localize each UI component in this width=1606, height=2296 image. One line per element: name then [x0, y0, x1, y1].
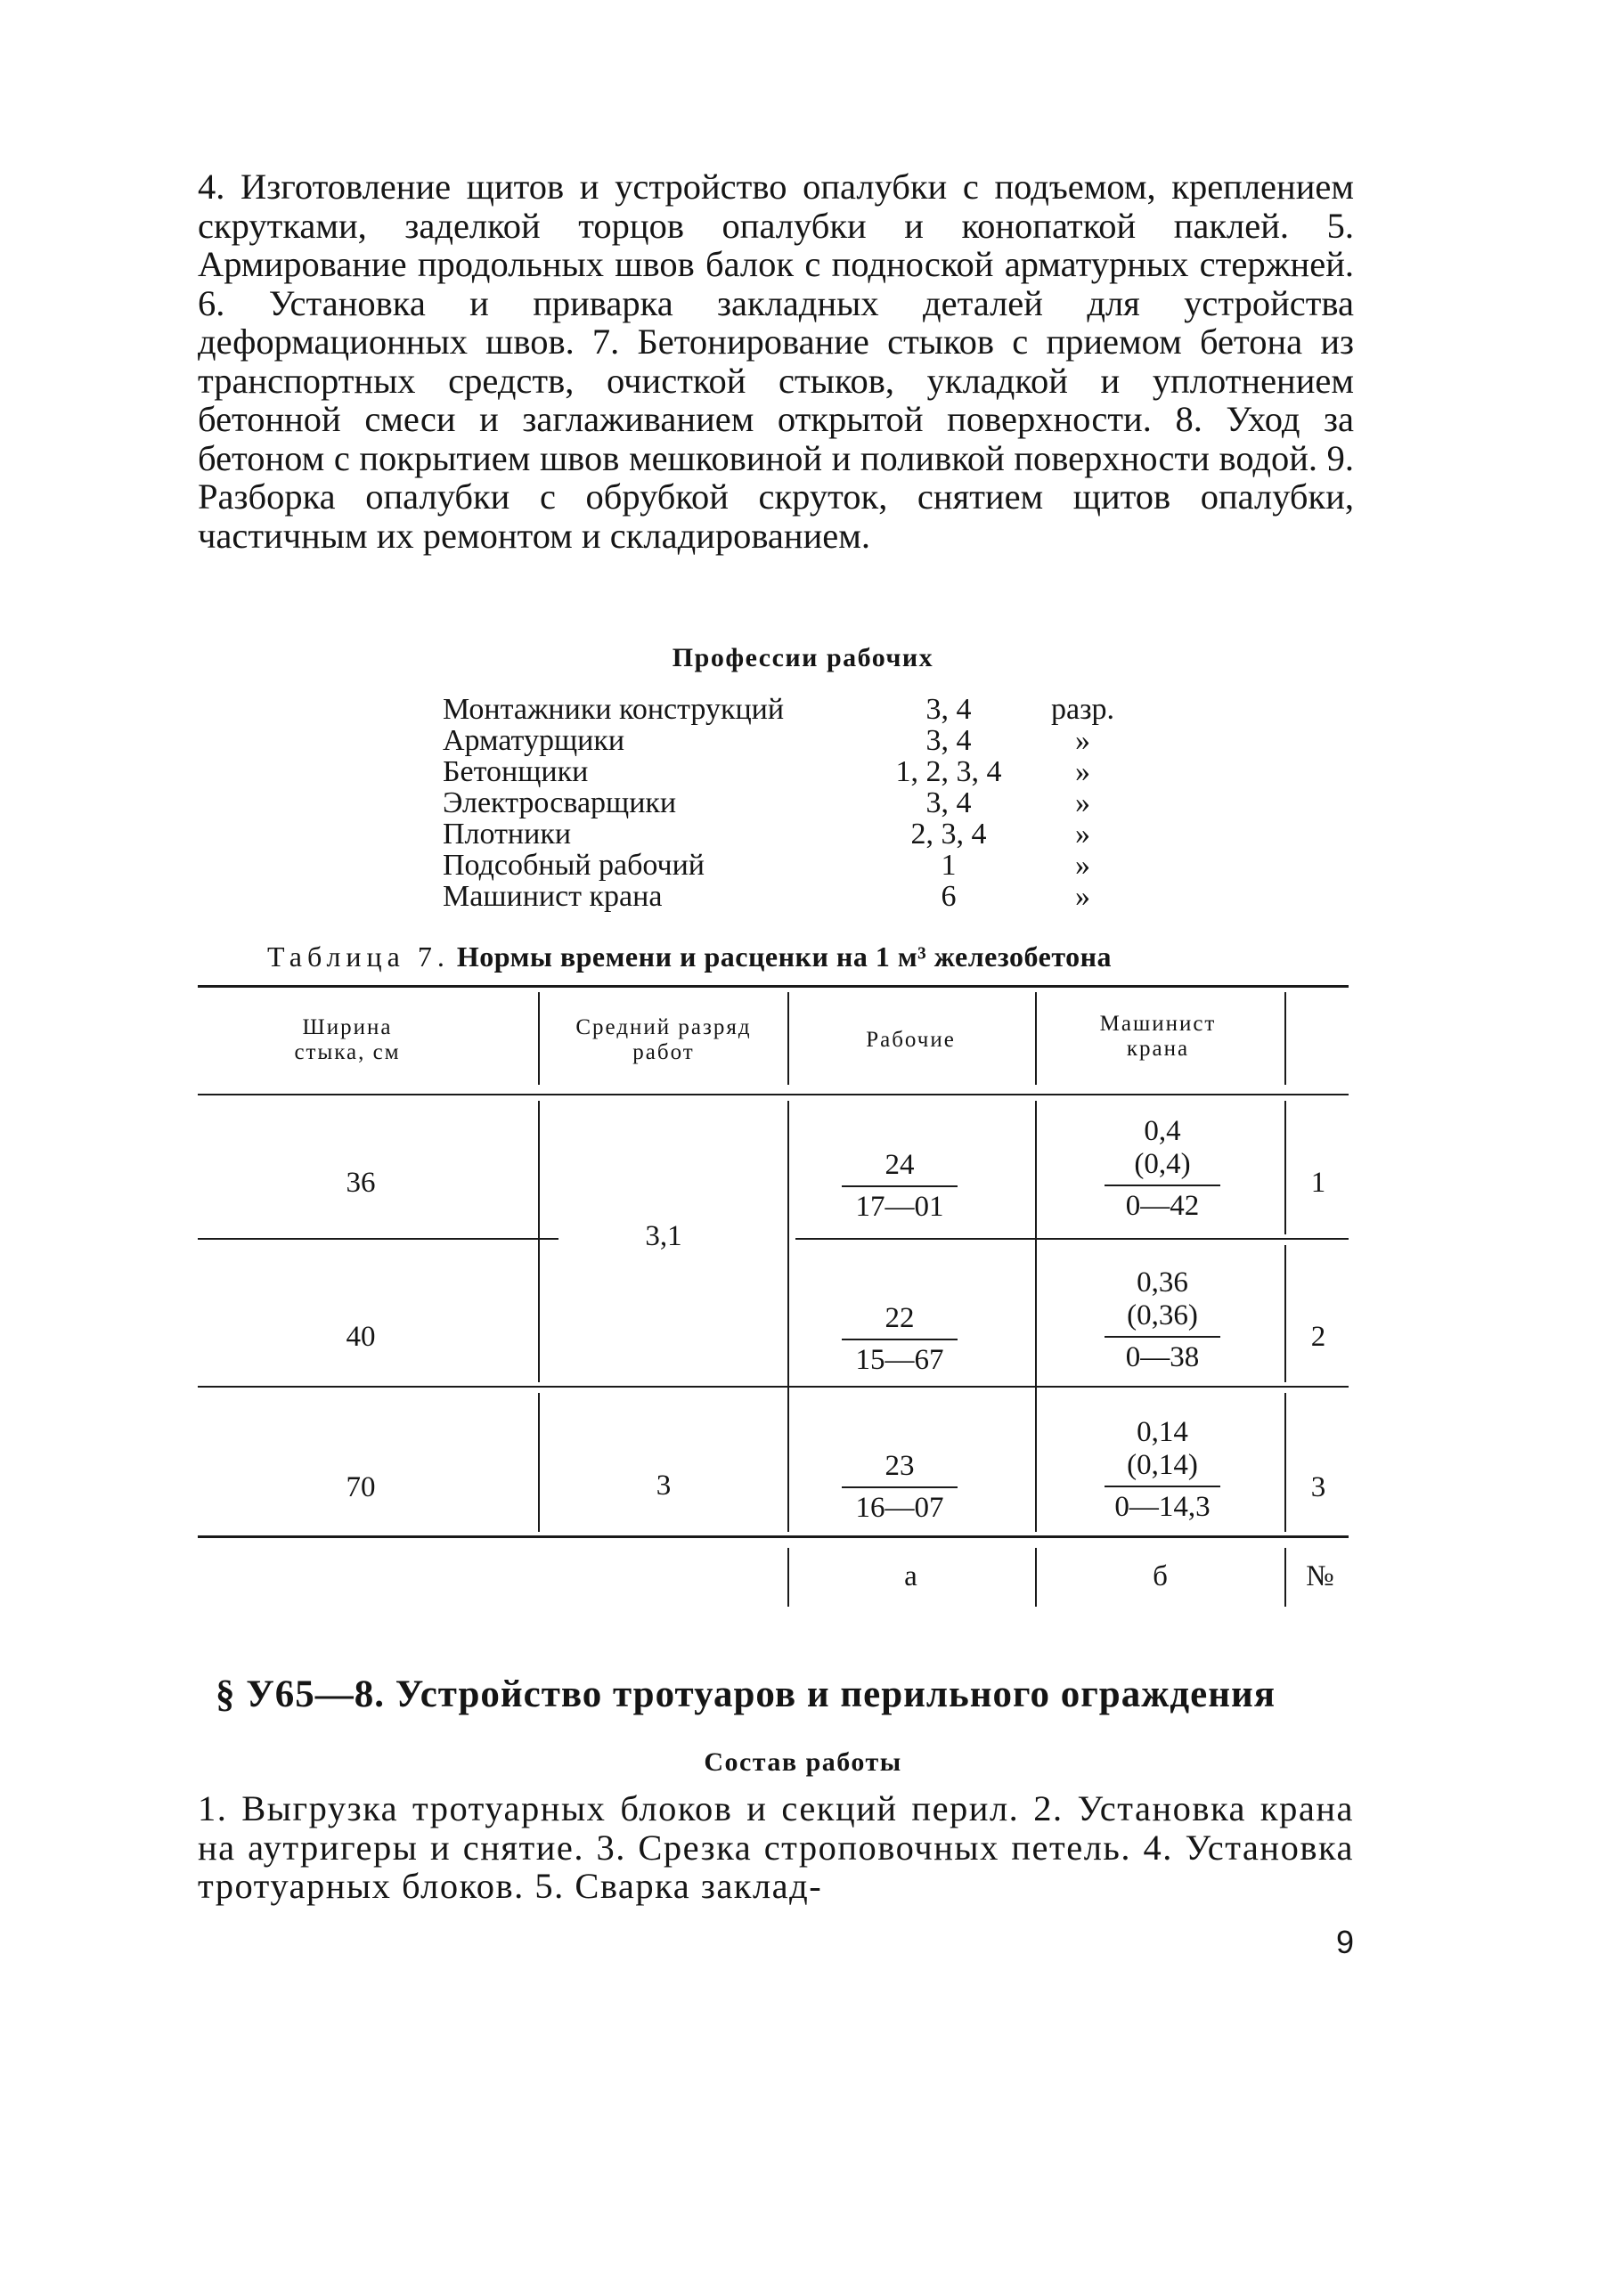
profession-unit: » — [1075, 818, 1090, 851]
profession-name: Электросварщики — [443, 786, 677, 819]
fraction-bar — [1105, 1185, 1220, 1186]
profession-row — [0, 786, 1606, 818]
crane-rate: 0—14,3 — [1114, 1491, 1211, 1523]
fraction-denominator: 17—01 — [855, 1191, 944, 1223]
crane-rate: 0—38 — [1125, 1341, 1200, 1373]
work-composition-paragraph-2: 1. Выгрузка тротуарных блоков и секций перил. 2. Установка крана на аутригеры и снятие. 3. Срезка строповочных петель. 4. Установка тротуарных блоков. 5. Сварка заклад- — [198, 1788, 1354, 1906]
crane-fraction — [1091, 1416, 1234, 1524]
fraction-bar — [1105, 1486, 1220, 1487]
profession-row — [0, 693, 1606, 725]
section-heading: § У65—8. Устройство тротуаров и перильного ограждения — [216, 1673, 1276, 1715]
profession-row — [0, 755, 1606, 787]
profession-grade: 1, 2, 3, 4 — [895, 755, 1002, 788]
column-divider — [1284, 1101, 1286, 1234]
workers-fraction — [833, 1450, 966, 1525]
header-grade: Средний разряд работ — [575, 1015, 752, 1064]
row-number: 3 — [1310, 1471, 1326, 1503]
table-caption-title: Нормы времени и расценки на 1 м³ железобетона — [456, 940, 1113, 973]
profession-name: Подсобный рабочий — [443, 849, 705, 882]
profession-unit: » — [1075, 786, 1090, 819]
row-number: 2 — [1310, 1321, 1326, 1353]
fraction-bar — [842, 1339, 958, 1340]
column-divider — [1284, 1245, 1286, 1382]
workers-fraction — [833, 1149, 966, 1224]
profession-unit: » — [1075, 724, 1090, 757]
cell-grade: 3 — [656, 1470, 672, 1502]
fraction-bar — [1105, 1336, 1220, 1338]
column-number-sign: № — [1306, 1560, 1334, 1592]
header-crane: Машинист крана — [1099, 1012, 1217, 1061]
profession-name: Арматурщики — [443, 724, 625, 757]
table-caption — [267, 940, 1336, 973]
row-separator — [198, 1386, 1349, 1388]
cell-grade: 3,1 — [645, 1220, 682, 1252]
crane-value: 0,14 — [1137, 1416, 1188, 1448]
column-divider — [1035, 1548, 1037, 1607]
table-header-rule — [198, 1094, 1349, 1095]
column-letter-b: б — [1153, 1560, 1168, 1592]
crane-rate: 0—42 — [1125, 1190, 1200, 1222]
column-divider — [787, 992, 789, 1085]
fraction-bar — [842, 1185, 958, 1187]
profession-grade: 2, 3, 4 — [910, 818, 987, 851]
column-divider — [1035, 1101, 1037, 1532]
crane-value: 0,36 — [1137, 1266, 1188, 1299]
work-composition-title: Состав работы — [704, 1747, 902, 1777]
row-separator — [795, 1238, 1349, 1240]
professions-title: Профессии рабочих — [672, 643, 934, 672]
column-divider — [1035, 992, 1037, 1085]
workers-fraction — [833, 1302, 966, 1377]
row-separator — [198, 1238, 558, 1240]
fraction-numerator: 22 — [885, 1302, 915, 1334]
profession-name: Бетонщики — [443, 755, 589, 788]
profession-grade: 6 — [941, 880, 957, 913]
profession-unit: разр. — [1050, 693, 1115, 726]
page-number: 9 — [1336, 1924, 1355, 1960]
profession-name: Плотники — [443, 818, 572, 851]
column-divider — [1284, 1548, 1286, 1607]
column-divider — [1284, 992, 1286, 1085]
table-bottom-rule — [198, 1535, 1349, 1538]
fraction-denominator: 16—07 — [855, 1492, 944, 1524]
column-divider — [1284, 1393, 1286, 1532]
table-caption-label: Таблица 7. — [267, 940, 450, 973]
crane-value-paren: (0,36) — [1127, 1299, 1198, 1331]
fraction-numerator: 24 — [885, 1149, 915, 1181]
header-width: Ширина стыка, см — [294, 1015, 401, 1064]
column-divider — [787, 1101, 789, 1532]
row-number: 1 — [1310, 1167, 1326, 1199]
profession-row — [0, 818, 1606, 850]
profession-grade: 3, 4 — [925, 724, 972, 757]
header-workers: Рабочие — [866, 1028, 956, 1052]
profession-name: Монтажники конструкций — [443, 693, 785, 726]
profession-row — [0, 724, 1606, 756]
column-divider — [538, 992, 540, 1085]
profession-row — [0, 880, 1606, 912]
profession-name: Машинист крана — [443, 880, 663, 913]
cell-width: 70 — [346, 1471, 376, 1503]
fraction-numerator: 23 — [885, 1450, 915, 1482]
fraction-bar — [842, 1486, 958, 1488]
column-divider — [787, 1548, 789, 1607]
profession-grade: 1 — [941, 849, 957, 882]
column-letter-a: а — [904, 1560, 917, 1592]
crane-value-paren: (0,14) — [1127, 1449, 1198, 1481]
crane-value-paren: (0,4) — [1134, 1148, 1191, 1180]
column-divider — [538, 1393, 540, 1532]
fraction-denominator: 15—67 — [855, 1344, 944, 1376]
profession-unit: » — [1075, 880, 1090, 913]
table-top-rule — [198, 985, 1349, 988]
profession-grade: 3, 4 — [925, 786, 972, 819]
crane-fraction — [1091, 1115, 1234, 1223]
work-composition-paragraph: 4. Изготовление щитов и устройство опалубки с подъемом, креплением скрутками, заделкой торцов опалубки и конопаткой паклей. 5. Армирование продольных швов балок с подноской арматурных стержней. 6. Установка и приварка закладных деталей для устройства деформационных швов. 7. Бетонирование стыков с приемом бетона из транспортных средств, очисткой стыков, укладкой и уплотнением бетонной смеси и заглаживанием открытой поверхности. 8. Уход за бетоном с покрытием швов мешковиной и поливкой поверхности водой. 9. Разборка опалубки с обрубкой скруток, снятием щитов опалубки, частичным их ремонтом и складированием. — [198, 167, 1354, 556]
cell-width: 40 — [346, 1321, 376, 1353]
crane-fraction — [1091, 1266, 1234, 1374]
column-divider — [538, 1101, 540, 1382]
profession-unit: » — [1075, 849, 1090, 882]
cell-width: 36 — [346, 1167, 376, 1199]
profession-unit: » — [1075, 755, 1090, 788]
crane-value: 0,4 — [1144, 1115, 1181, 1147]
profession-grade: 3, 4 — [925, 693, 972, 726]
profession-row — [0, 849, 1606, 881]
